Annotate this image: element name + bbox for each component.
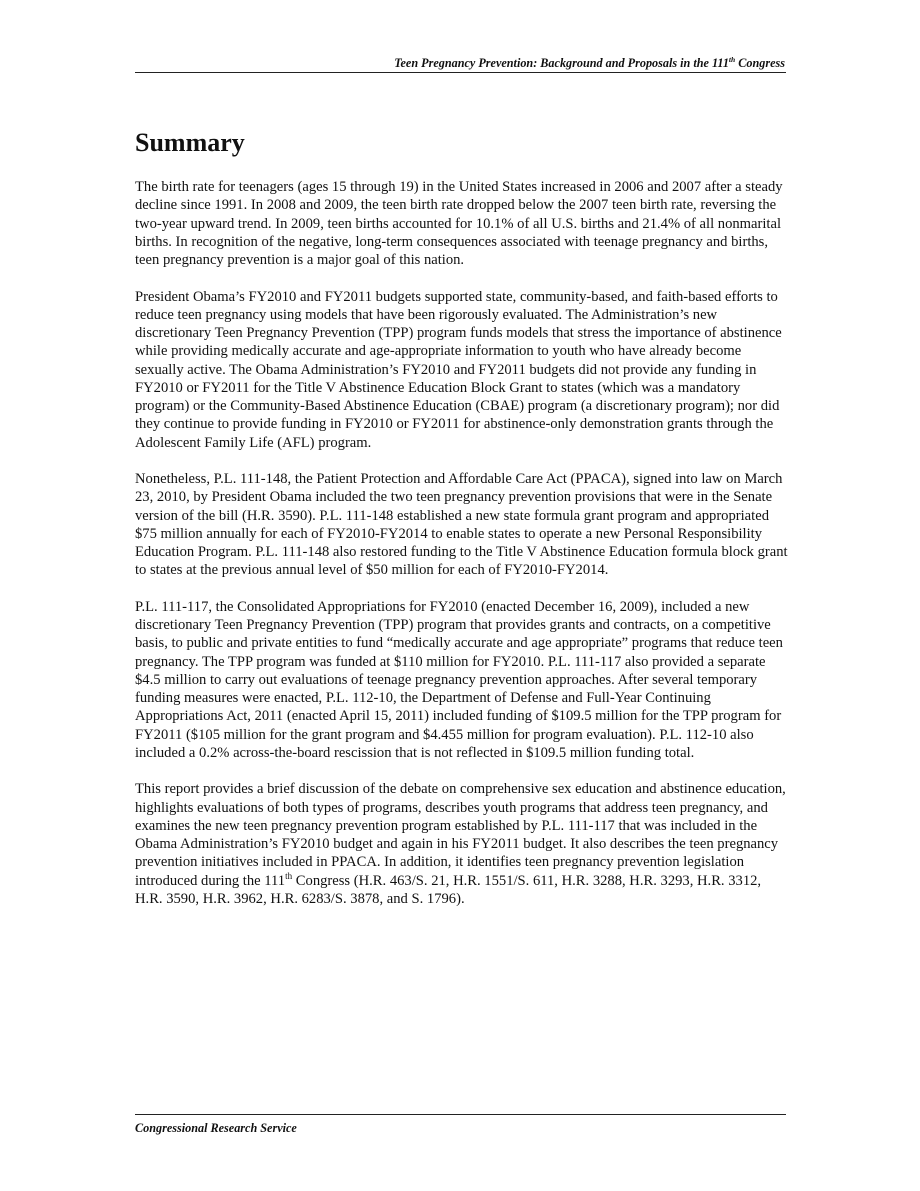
running-header <box>135 56 785 70</box>
summary-body <box>135 178 790 926</box>
running-header-title: Teen Pregnancy Prevention: Background and Proposals in the 111 <box>394 56 729 70</box>
summary-paragraph-1: The birth rate for teenagers (ages 15 through 19) in the United States increased in 2006 and 2007 after a steady decline since 1991. In 2008 and 2009, the teen birth rate dropped below the 2007 teen birth rate, reversing the two-year upward trend. In 2009, teen births accounted for 10.1% of all U.S. births and 21.4% of all nonmarital births. In recognition of the negative, long-term consequences associated with teenage pregnancy and births, teen pregnancy prevention is a major goal of this nation. <box>135 179 783 268</box>
summary-paragraph-3: Nonetheless, P.L. 111-148, the Patient Protection and Affordable Care Act (PPACA), signed into law on March 23, 2010, by President Obama included the two teen pregnancy prevention provisions that were in the Senate version of the bill (H.R. 3590). P.L. 111-148 established a new state formula grant program and appropriated $75 million annually for each of FY2010-FY2014 to enable states to operate a new Personal Responsibility Education Program. P.L. 111-148 also restored funding to the Title V Abstinence Education formula block grant to states at the previous annual level of $50 million for each of FY2010-FY2014. <box>135 471 788 579</box>
footer-divider <box>135 1114 786 1115</box>
summary-paragraph-5-start: This report provides a brief discussion of the debate on comprehensive sex education and abstinence education, highlights evaluations of both types of programs, describes youth programs that address teen pregnancy, and examines the new teen pregnancy prevention program established by P.L. 111-117 that was included in the Obama Administration’s FY2010 budget and again in his FY2011 budget. It also describes the teen pregnancy prevention initiatives included in PPACA. In addition, it identifies teen pregnancy prevention legislation introduced during the 111 <box>135 781 786 889</box>
page-footer: Congressional Research Service <box>135 1121 297 1135</box>
page-title: Summary <box>135 128 245 157</box>
header-divider <box>135 72 786 73</box>
summary-paragraph-4: P.L. 111-117, the Consolidated Appropriations for FY2010 (enacted December 16, 2009), included a new discretionary Teen Pregnancy Prevention (TPP) program that provides grants and contracts, on a competitive basis, to public and private entities to fund “medically accurate and age appropriate” programs that reduce teen pregnancy. The TPP program was funded at $110 million for FY2010. P.L. 111-117 also provided a separate $4.5 million to carry out evaluations of teenage pregnancy prevention approaches. After several temporary funding measures were enacted, P.L. 112-10, the Department of Defense and Full-Year Continuing Appropriations Act, 2011 (enacted April 15, 2011) included funding of $109.5 million for the TPP program for FY2011 ($105 million for the grant program and $4.455 million for program evaluation). P.L. 112-10 also included a 0.2% across-the-board rescission that is not reflected in $109.5 million funding total. <box>135 598 783 761</box>
summary-paragraph-5-end: Congress (H.R. 463/S. 21, H.R. 1551/S. 611, H.R. 3288, H.R. 3293, H.R. 3312, H.R. 3590, H.R. 3962, H.R. 6283/S. 3878, and S. 1796). <box>135 872 762 907</box>
summary-paragraph-5-superscript: th <box>285 870 293 881</box>
summary-paragraph-2: President Obama’s FY2010 and FY2011 budgets supported state, community-based, and faith-based efforts to reduce teen pregnancy using models that have been rigorously evaluated. The Administration’s new discretionary Teen Pregnancy Prevention (TPP) program funds models that stress the importance of abstinence while providing medically accurate and age-appropriate information to youth who have already become sexually active. The Obama Administration’s FY2010 and FY2011 budgets did not provide any funding in FY2010 or FY2011 for the Title V Abstinence Education Block Grant to states (which was a mandatory program) or the Community-Based Abstinence Education (CBAE) program (a discretionary program); nor did they continue to provide funding in FY2010 or FY2011 for abstinence-only demonstration grants through the Adolescent Family Life (AFL) program. <box>135 288 782 451</box>
running-header-superscript: th <box>728 54 736 64</box>
running-header-title-end: Congress <box>735 56 785 70</box>
summary-paragraph-5 <box>135 780 790 908</box>
